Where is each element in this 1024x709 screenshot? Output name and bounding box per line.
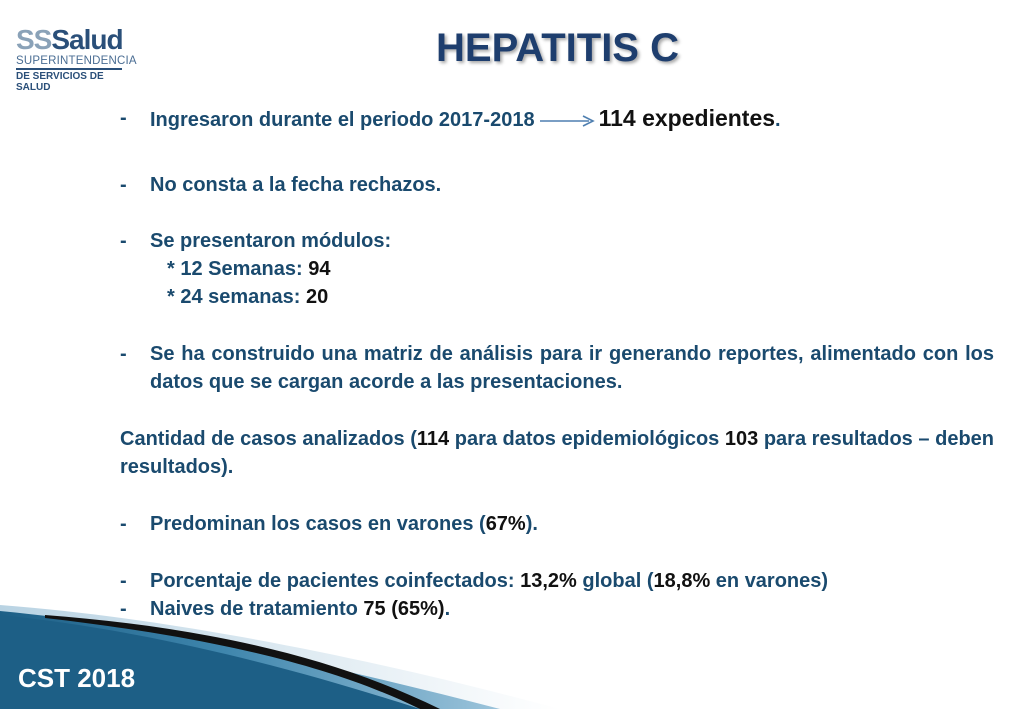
casos-epidemiologicos-value: 114 [416, 428, 450, 450]
coinfectados-varones-value: 18,8% [653, 570, 711, 592]
bullet-text: No consta a la fecha rechazos. [150, 174, 442, 196]
bullet-dash: - [120, 570, 127, 592]
arrow-right-icon [539, 114, 597, 128]
varones-percent: 67% [485, 513, 526, 535]
logo-wordmark: SSSalud [16, 24, 123, 55]
bullet-dash: - [120, 107, 127, 129]
modulo-12-value: 94 [308, 258, 331, 280]
coinfectados-global-value: 13,2% [520, 570, 577, 592]
bullet-dash: - [120, 230, 127, 252]
bullet-dash: - [120, 513, 127, 535]
footer-label: CST 2018 [18, 663, 136, 693]
modulo-24-value: 20 [305, 286, 329, 308]
expedientes-count: 114 expedientes [598, 105, 776, 131]
casos-resultados-value: 103 [724, 428, 759, 450]
bullet-text: Ingresaron durante el periodo 2017-2018 [150, 109, 535, 131]
bullet-dash: - [120, 174, 127, 196]
casos-analizados-paragraph: Cantidad de casos analizados (114 para datos epidemiológicos 103 para resultados – deben resultados). [120, 428, 994, 478]
slide-title: HEPATITIS C [436, 26, 679, 70]
naives-value: 75 (65%) [363, 598, 445, 620]
logo-subtitle-1: SUPERINTENDENCIA [16, 55, 137, 67]
bullet-dash: - [120, 598, 127, 620]
bullet-text: Se ha construido una matriz de análisis para ir generando reportes, alimentado con los datos que se cargan acorde a las presentaciones. [150, 343, 994, 393]
bullet-text: Se presentaron módulos: [150, 230, 392, 252]
bullet-dash: - [120, 343, 127, 365]
logo-subtitle-2: DE SERVICIOS DE SALUD [16, 71, 104, 93]
footer-wave-decoration [0, 585, 1024, 709]
